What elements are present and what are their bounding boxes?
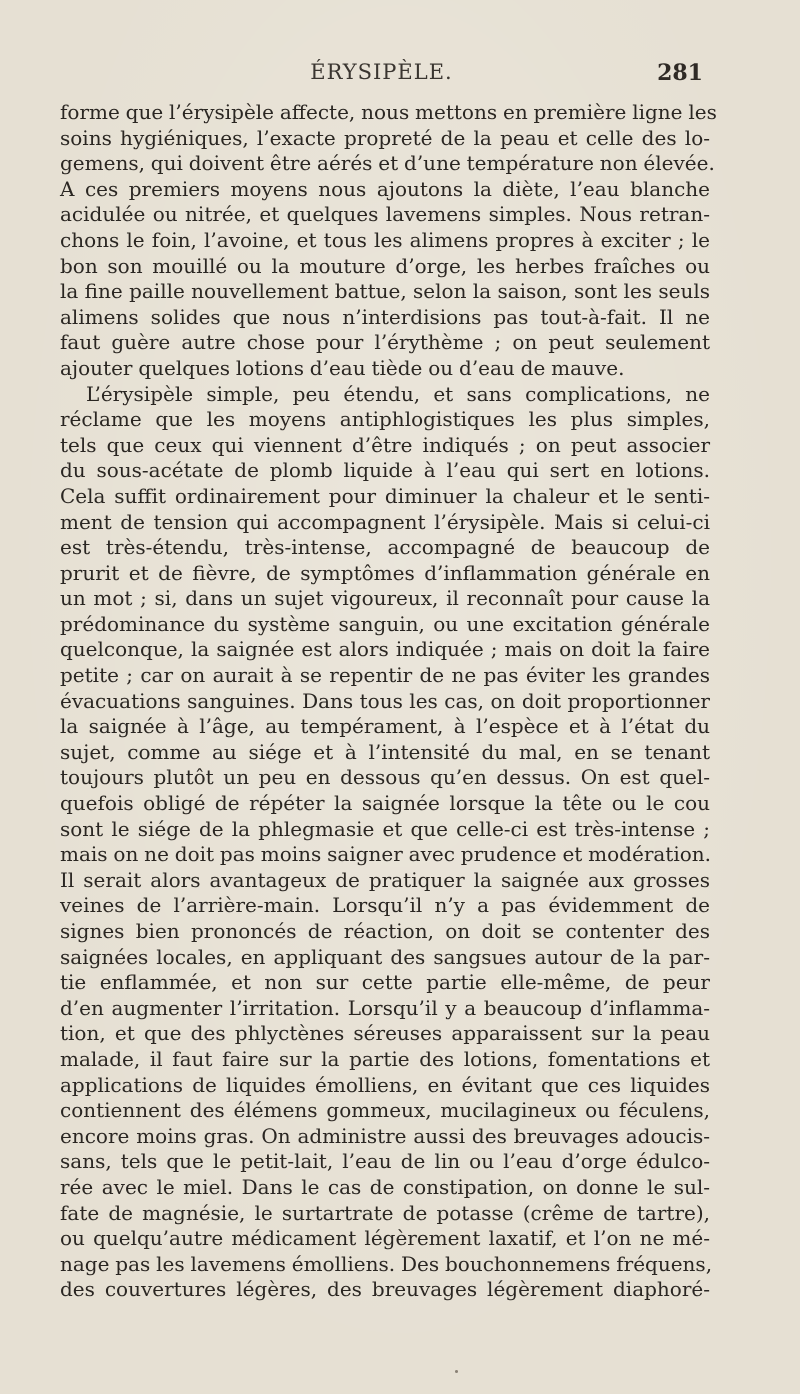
body-text [60,100,717,1303]
text-line: tels que ceux qui viennent d’être indiqués ; on peut associer [60,432,710,457]
text-line: acidulée ou nitrée, et quelques lavemens simples. Nous retran- [60,202,710,227]
text-line: des couvertures légères, des breuvages légèrement diaphoré- [60,1277,710,1302]
text-line: quelconque, la saignée est alors indiquée ; mais on doit la faire [60,637,710,662]
text-line: fate de magnésie, le surtartrate de potasse (crême de tartre), [60,1200,710,1225]
text-line: tion, et que des phlyctènes séreuses apparaissent sur la peau [60,1021,710,1046]
text-line: soins hygiéniques, l’exacte propreté de la peau et celle des lo- [60,125,710,150]
text-line: ou quelqu’autre médicament légèrement laxatif, et l’on ne mé- [60,1226,710,1251]
text-line: contiennent des élémens gommeux, mucilagineux ou féculens, [60,1098,710,1123]
text-line: mais on ne doit pas moins saigner avec prudence et modération. [60,842,712,867]
text-line: rée avec le miel. Dans le cas de constipation, on donne le sul- [60,1174,710,1199]
text-line: est très-étendu, très-intense, accompagné de beaucoup de [60,535,710,560]
text-line: applications de liquides émolliens, en évitant que ces liquides [60,1072,710,1097]
text-line: malade, il faut faire sur la partie des lotions, fomentations et [60,1046,710,1071]
text-line: tie enflammée, et non sur cette partie elle-même, de peur [60,970,710,995]
text-line: sujet, comme au siége et à l’intensité du mal, en se tenant [60,739,710,764]
text-line: signes bien prononcés de réaction, on doit se contenter des [60,919,710,943]
text-line: un mot ; si, dans un sujet vigoureux, il reconnaît pour cause la [60,586,710,611]
text-line: sans, tels que le petit-lait, l’eau de lin ou l’eau d’orge édulco- [60,1149,710,1174]
paragraph-start-line: L’érysipèle simple, peu étendu, et sans complications, ne [86,381,710,406]
text-line: ment de tension qui accompagnent l’érysipèle. Mais si celui-ci [60,509,710,534]
text-line: gemens, qui doivent être aérés et d’une température non élevée. [60,151,715,176]
text-line: alimens solides que nous n’interdisions pas tout-à-fait. Il ne [60,304,710,329]
paragraph-end-line: ajouter quelques lotions d’eau tiède ou d’eau de mauve. [60,355,625,380]
text-line: petite ; car on aurait à se repentir de ne pas éviter les grandes [60,663,710,688]
text-line: encore moins gras. On administre aussi des breuvages adoucis- [60,1123,710,1148]
text-line: quefois obligé de répéter la saignée lorsque la tête ou le cou [60,791,710,816]
text-line: A ces premiers moyens nous ajoutons la diète, l’eau blanche [60,176,710,201]
text-line: Cela suffit ordinairement pour diminuer la chaleur et le senti- [60,483,710,508]
text-line: bon son mouillé ou la mouture d’orge, les herbes fraîches ou [60,253,710,278]
paper-speck [455,1370,458,1373]
running-head [60,60,703,90]
text-line: la fine paille nouvellement battue, selon la saison, sont les seuls [60,279,710,304]
text-line: Il serait alors avantageux de pratiquer la saignée aux grosses [60,867,710,892]
text-line: chons le foin, l’avoine, et tous les alimens propres à exciter ; le [60,227,710,252]
text-line: veines de l’arrière-main. Lorsqu’il n’y a pas évidemment de [60,893,710,918]
text-line: prurit et de fièvre, de symptômes d’inflammation générale en [60,560,710,585]
page-number: 281 [657,60,703,86]
text-line: la saignée à l’âge, au tempérament, à l’espèce et à l’état du [60,714,710,739]
text-line: d’en augmenter l’irritation. Lorsqu’il y a beaucoup d’inflamma- [60,995,710,1020]
text-line: nage pas les lavemens émolliens. Des bouchonnemens fréquens, [60,1251,713,1276]
text-line: sont le siége de la phlegmasie et que celle-ci est très-intense ; [60,816,710,841]
running-title: ÉRYSIPÈLE. [310,60,453,84]
text-line: réclame que les moyens antiphlogistiques les plus simples, [60,407,710,432]
text-line: toujours plutôt un peu en dessous qu’en dessus. On est quel- [60,765,710,790]
text-line: du sous-acétate de plomb liquide à l’eau qui sert en lotions. [60,458,710,483]
text-line: prédominance du système sanguin, ou une excitation générale [60,611,710,636]
text-line: saignées locales, en appliquant des sangsues autour de la par- [60,944,710,969]
text-line: évacuations sanguines. Dans tous les cas, on doit proportionner [60,688,710,713]
text-line: faut guère autre chose pour l’érythème ; on peut seulement [60,330,710,355]
text-line: forme que l’érysipèle affecte, nous mettons en première ligne les [60,100,717,124]
